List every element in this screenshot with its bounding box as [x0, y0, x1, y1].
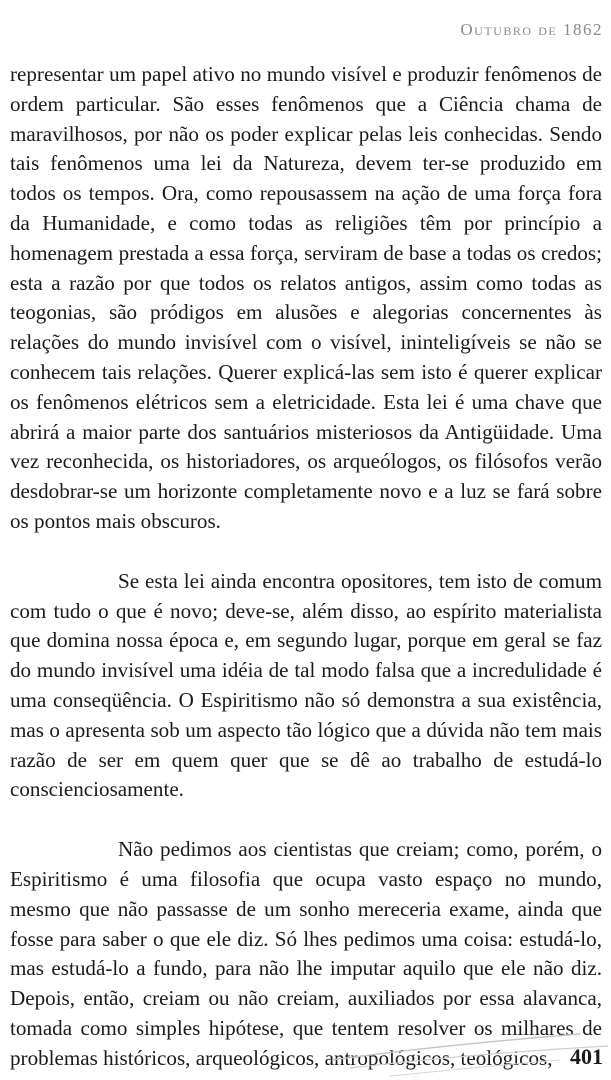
body-text: [10, 60, 602, 1074]
paragraph-2: Se esta lei ainda encontra opositores, tem isto de comum com tudo o que é novo; deve-se, além disso, ao espírito materialista que domina nossa época e, em segundo lugar, porque em geral se faz do mundo invisível uma idéia de tal modo falsa que a incredulidade é uma conseqüência. O Espiritismo não só demonstra a sua existência, mas o apresenta sob um aspecto tão lógico que a dúvida não tem mais razão de ser em quem quer que se dê ao trabalho de estudá-lo conscienciosamente.: [10, 568, 602, 802]
running-head: Outubro de 1862: [460, 20, 603, 39]
page-number: 401: [570, 1044, 603, 1069]
paragraph-3: Não pedimos aos cientistas que creiam; como, porém, o Espiritismo é uma filosofia que ocupa vasto espaço no mundo, mesmo que não passasse de um sonho mereceria exame, ainda que fosse para saber o que ele diz. Só lhes pedimos uma coisa: estudá-lo, mas estudá-lo a fundo, para não lhe imputar aquilo que ele não diz. Depois, então, creiam ou não creiam, auxiliados por essa alavanca, tomada como simples hipótese, que tentem resolver os milhares de problemas históricos, arqueológicos, antropológicos, teológicos,: [10, 837, 602, 1070]
page-ornament-swoosh: [330, 1030, 611, 1080]
paragraph-1: representar um papel ativo no mundo visível e produzir fenômenos de ordem particular. São esses fenômenos que a Ciência chama de maravilhosos, por não os poder explicar pelas leis conhecidas. Sendo tais fenômenos uma lei da Natureza, devem ter-se produzido em todos os tempos. Ora, como repousassem na ação de uma força fora da Humanidade, e como todas as religiões têm por princípio a homenagem prestada a essa força, serviram de base a todas os credos; esta a razão por que todos os relatos antigos, assim como todas as teogonias, são pródigos em alusões e alegorias concernentes às relações do mundo invisível com o visível, ininteligíveis se não se conhecem tais relações. Querer explicá-las sem isto é querer explicar os fenômenos elétricos sem a eletricidade. Esta lei é uma chave que abrirá a maior parte dos santuários misteriosos da Antigüidade. Uma vez reconhecida, os historiadores, os arqueólogos, os filósofos verão desdobrar-se um horizonte completamente novo e a luz se fará sobre os pontos mais obscuros.: [10, 62, 602, 533]
